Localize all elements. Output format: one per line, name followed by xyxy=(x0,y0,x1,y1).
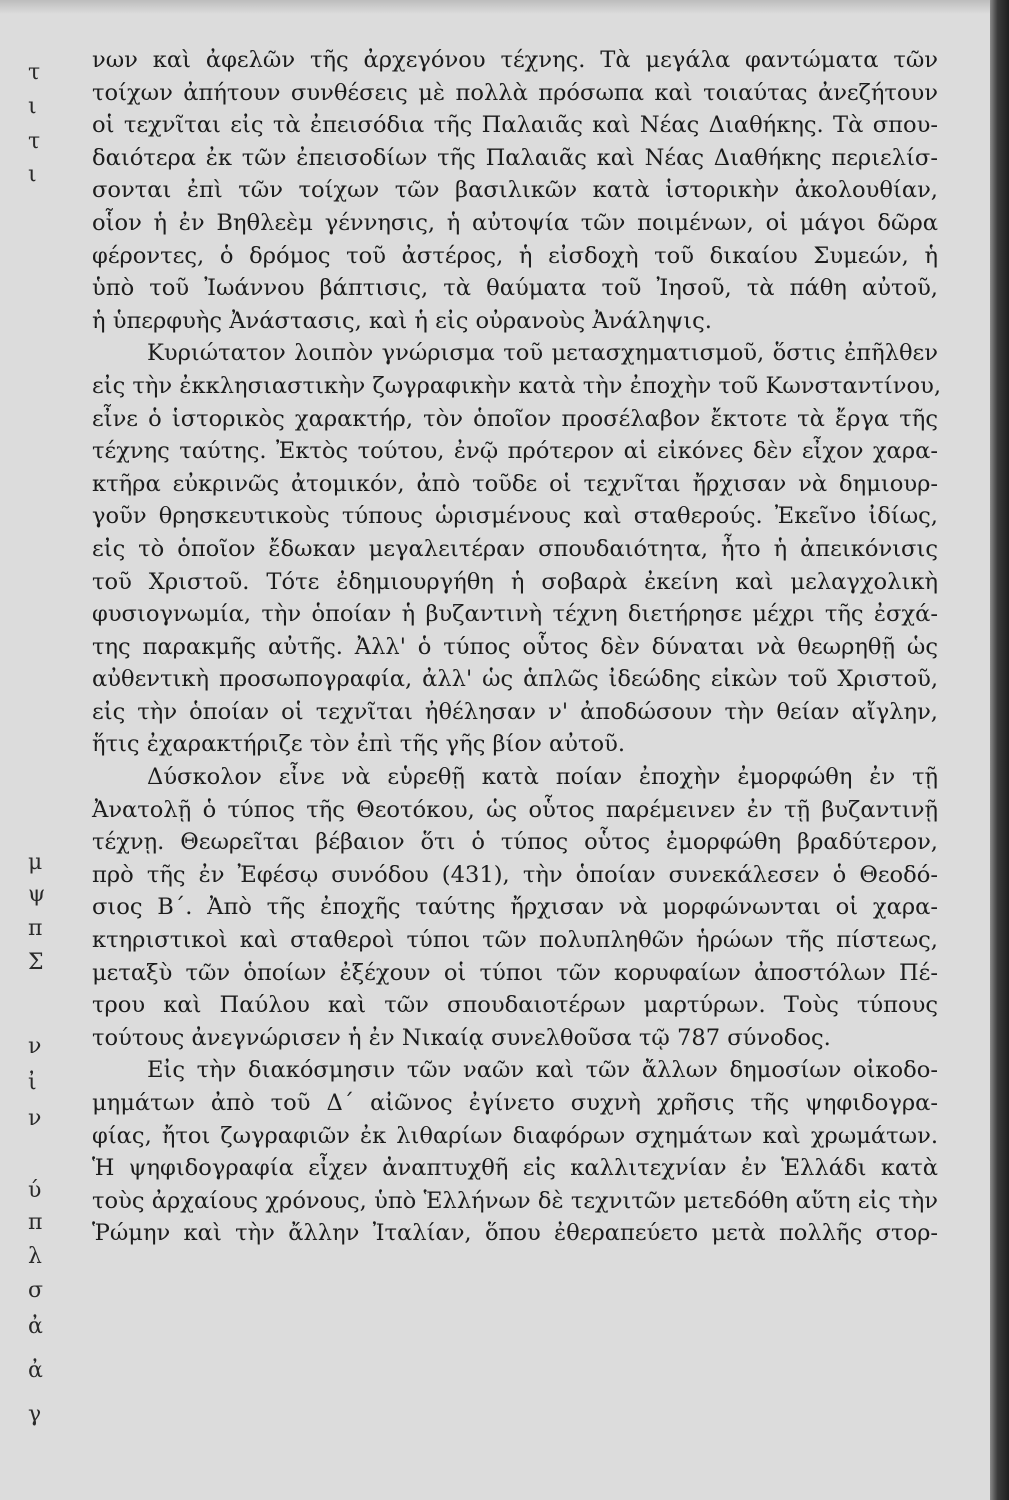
body-text xyxy=(92,44,942,1250)
paragraph-1 xyxy=(92,44,938,337)
text-line: τέχνης ταύτης. Ἐκτὸς τούτου, ἐνῷ πρότερον αἱ εἰκόνες δὲν εἶχον χαρα- xyxy=(92,438,938,465)
paragraph-4 xyxy=(92,1054,938,1250)
text-line: δαιότερα ἐκ τῶν ἐπεισοδίων τῆς Παλαιᾶς καὶ Νέας Διαθήκης περιελίσ- xyxy=(92,144,938,171)
text-line: Δύσκολον εἶνε νὰ εὑρεθῇ κατὰ ποίαν ἐποχὴν ἐμορφώθη ἐν τῇ xyxy=(147,764,938,791)
text-line: Ῥώμην καὶ τὴν ἄλλην Ἰταλίαν, ὅπου ἐθεραπεύετο μετὰ πολλῆς στορ- xyxy=(92,1220,938,1247)
text-line: νων καὶ ἀφελῶν τῆς ἀρχεγόνου τέχνης. Τὰ μεγάλα φαντώματα τῶν xyxy=(92,47,938,73)
text-line: Ἡ ψηφιδογραφία εἶχεν ἀναπτυχθῆ εἰς καλλιτεχνίαν ἐν Ἑλλάδι κατὰ xyxy=(92,1155,938,1182)
margin-fragment: ι xyxy=(28,162,37,187)
text-line: ὑπὸ τοῦ Ἰωάννου βάπτισις, τὰ θαύματα τοῦ Ἰησοῦ, τὰ πάθη αὐτοῦ, xyxy=(92,275,938,302)
text-line: κτῆρα εὐκρινῶς ἀτομικόν, ἀπὸ τοῦδε οἱ τεχνῖται ἤρχισαν νὰ δημιουρ- xyxy=(92,470,938,497)
margin-fragment: γ xyxy=(28,1402,42,1427)
text-line: εἶνε ὁ ἱστορικὸς χαρακτήρ, τὸν ὁποῖον προσέλαβον ἔκτοτε τὰ ἔργα τῆς xyxy=(92,405,938,432)
margin-fragment: π xyxy=(28,1210,43,1235)
text-line: εἰς τὴν ὁποίαν οἱ τεχνῖται ἠθέλησαν ν' ἀποδώσουν τὴν θείαν αἴγλην, xyxy=(92,698,938,725)
text-line: οἷον ἡ ἐν Βηθλεὲμ γέννησις, ἡ αὐτοψία τῶν ποιμένων, οἱ μάγοι δῶρα xyxy=(92,209,938,236)
text-line: σιος Β΄. Ἀπὸ τῆς ἐποχῆς ταύτης ἤρχισαν νὰ μορφώνωνται οἱ χαρα- xyxy=(92,894,938,921)
text-line: τοίχων ἀπήτουν συνθέσεις μὲ πολλὰ πρόσωπα καὶ τοιαύτας ἀνεζήτουν xyxy=(92,79,938,106)
text-line: τούτους ἀνεγνώρισεν ἡ ἐν Νικαίᾳ συνελθοῦσα τῷ 787 σύνοδος. xyxy=(92,1024,831,1051)
text-line: Κυριώτατον λοιπὸν γνώρισμα τοῦ μετασχηματισμοῦ, ὅστις ἐπῆλθεν xyxy=(147,340,938,367)
text-line: μεταξὺ τῶν ὁποίων ἐξέχουν οἱ τύποι τῶν κορυφαίων ἀποστόλων Πέ- xyxy=(92,959,938,986)
paragraph-3 xyxy=(92,761,938,1054)
text-line: της παρακμῆς αὐτῆς. Ἀλλ' ὁ τύπος οὗτος δὲν δύναται νὰ θεωρηθῇ ὡς xyxy=(92,633,938,660)
text-line: τοὺς ἀρχαίους χρόνους, ὑπὸ Ἑλλήνων δὲ τεχνιτῶν μετεδόθη αὕτη εἰς τὴν xyxy=(92,1187,938,1214)
margin-fragment: π xyxy=(28,916,43,941)
text-line: φυσιογνωμία, τὴν ὁποίαν ἡ βυζαντινὴ τέχνη διετήρησε μέχρι τῆς ἐσχά- xyxy=(92,601,938,628)
margin-fragment: σ xyxy=(28,1278,44,1303)
margin-fragment: ἀ xyxy=(28,1358,43,1383)
margin-fragment: ύ xyxy=(28,1178,42,1203)
page-top-shadow xyxy=(0,0,990,14)
text-line: φέροντες, ὁ δρόμος τοῦ ἀστέρος, ἡ εἰσδοχὴ τοῦ δικαίου Συμεών, ἡ xyxy=(92,242,938,269)
paragraph-2 xyxy=(92,337,942,761)
margin-fragment: λ xyxy=(28,1244,42,1269)
text-line: ἥτις ἐχαρακτήριζε τὸν ἐπὶ τῆς γῆς βίον αὐτοῦ. xyxy=(92,731,626,758)
text-line: ἡ ὑπερφυὴς Ἀνάστασις, καὶ ἡ εἰς οὐρανοὺς Ἀνάληψις. xyxy=(92,307,712,334)
margin-fragment: τ xyxy=(28,129,41,154)
margin-fragment: ν xyxy=(28,1034,42,1059)
margin-fragment: τ xyxy=(28,60,41,85)
margin-fragment: ν xyxy=(28,1106,42,1131)
margin-fragment: ἰ xyxy=(28,1070,37,1095)
text-line: εἰς τὸ ὁποῖον ἔδωκαν μεγαλειτέραν σπουδαιότητα, ἦτο ἡ ἀπεικόνισις xyxy=(92,535,938,562)
book-binding-edge xyxy=(990,0,1009,1500)
text-line: τοῦ Χριστοῦ. Τότε ἐδημιουργήθη ἡ σοβαρὰ ἐκείνη καὶ μελαγχολικὴ xyxy=(92,568,938,595)
margin-fragment: ψ xyxy=(28,882,46,907)
text-line: τρου καὶ Παύλου καὶ τῶν σπουδαιοτέρων μαρτύρων. Τοὺς τύπους xyxy=(92,992,938,1019)
text-line: μημάτων ἀπὸ τοῦ Δ΄ αἰῶνος ἐγίνετο συχνὴ χρῆσις τῆς ψηφιδογρα- xyxy=(92,1090,938,1116)
margin-fragment: ι xyxy=(28,94,37,119)
text-line: εἰς τὴν ἐκκλησιαστικὴν ζωγραφικὴν κατὰ τὴν ἐποχὴν τοῦ Κωνσταντίνου, xyxy=(92,372,942,399)
text-line: τέχνῃ. Θεωρεῖται βέβαιον ὅτι ὁ τύπος οὗτος ἐμορφώθη βραδύτερον, xyxy=(92,829,938,856)
margin-fragment: μ xyxy=(28,850,43,875)
text-line: Εἰς τὴν διακόσμησιν τῶν ναῶν καὶ τῶν ἄλλων δημοσίων οἰκοδο- xyxy=(147,1057,938,1084)
left-margin-fragments xyxy=(22,0,62,1500)
text-line: κτηριστικοὶ καὶ σταθεροὶ τύποι τῶν πολυπληθῶν ἡρώων τῆς πίστεως, xyxy=(92,927,938,954)
text-line: αὐθεντικὴ προσωπογραφία, ἀλλ' ὡς ἁπλῶς ἰδεώδης εἰκὼν τοῦ Χριστοῦ, xyxy=(92,666,938,693)
text-line: γοῦν θρησκευτικοὺς τύπους ὡρισμένους καὶ σταθερούς. Ἐκεῖνο ἰδίως, xyxy=(92,503,938,530)
margin-fragment: Σ xyxy=(28,950,44,975)
text-line: οἱ τεχνῖται εἰς τὰ ἐπεισόδια τῆς Παλαιᾶς καὶ Νέας Διαθήκης. Τὰ σπου- xyxy=(92,112,938,139)
text-line: πρὸ τῆς ἐν Ἐφέσῳ συνόδου (431), τὴν ὁποίαν συνεκάλεσεν ὁ Θεοδό- xyxy=(92,861,938,888)
text-line: Ἀνατολῇ ὁ τύπος τῆς Θεοτόκου, ὡς οὗτος παρέμεινεν ἐν τῇ βυζαντινῇ xyxy=(92,796,938,823)
text-line: φίας, ἤτοι ζωγραφιῶν ἐκ λιθαρίων διαφόρων σχημάτων καὶ χρωμάτων. xyxy=(92,1122,938,1149)
text-line: σονται ἐπὶ τῶν τοίχων τῶν βασιλικῶν κατὰ ἱστορικὴν ἀκολουθίαν, xyxy=(92,177,938,204)
margin-fragment: ἀ xyxy=(28,1314,43,1339)
